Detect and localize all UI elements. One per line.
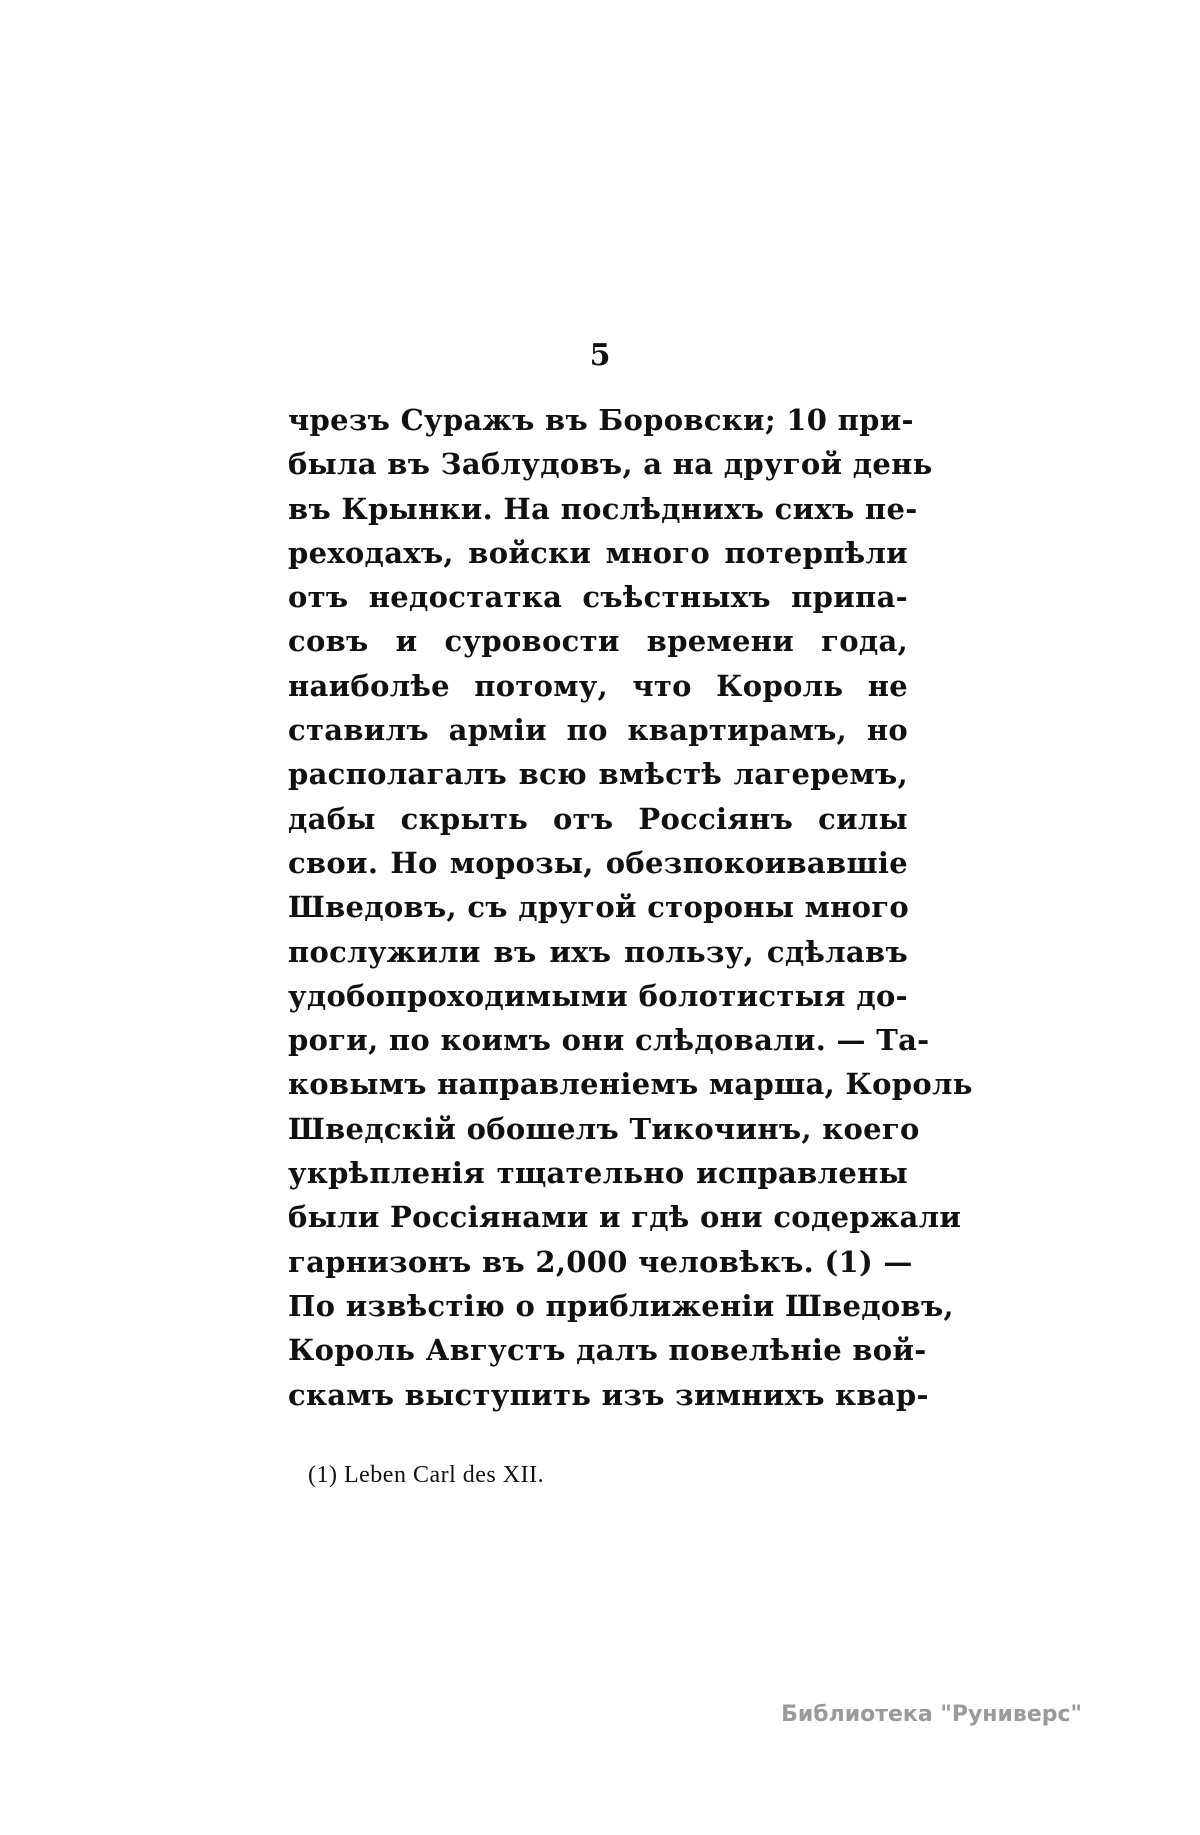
text-line: роги, по коимъ они слѣдовали. — Та- (288, 1023, 930, 1058)
text-line: Шведскій обошелъ Тикочинъ, коего (288, 1111, 920, 1146)
text-line: дабы скрыть отъ Россіянъ силы (288, 801, 908, 836)
footnote: (1) Leben Carl des XII. (308, 1462, 545, 1488)
text-line: располагалъ всю вмѣстѣ лагеремъ, (288, 757, 908, 792)
text-line: была въ Заблудовъ, а на другой день (288, 447, 933, 482)
text-line: По извѣстію о приближеніи Шведовъ, (288, 1288, 954, 1323)
text-line: въ Крынки. На послѣднихъ сихъ пе- (288, 491, 918, 526)
text-line: Шведовъ, съ другой стороны много (288, 890, 909, 925)
library-watermark: Библиотека "Руниверс" (781, 1702, 1082, 1727)
page-number: 5 (589, 338, 611, 373)
text-line: свои. Но морозы, обезпокоивавшіе (288, 845, 908, 880)
text-line: совъ и суровости времени года, (288, 624, 908, 659)
text-line: послужили въ ихъ пользу, сдѣлавъ (288, 934, 908, 969)
text-line: ковымъ направленіемъ марша, Король (288, 1067, 973, 1102)
text-line: укрѣпленія тщательно исправлены (288, 1156, 908, 1191)
text-line: гарнизонъ въ 2,000 человѣкъ. (1) — (288, 1244, 913, 1279)
text-line: были Россіянами и гдѣ они содержали (288, 1200, 962, 1235)
text-line: чрезъ Суражъ въ Боровски; 10 при- (288, 403, 914, 437)
text-line: наиболѣе потому, что Король не (288, 668, 908, 703)
text-line: скамъ выступить изъ зимнихъ квар- (288, 1377, 929, 1412)
text-line: отъ недостатка съѣстныхъ припа- (288, 580, 908, 615)
text-line: удобопроходимыми болотистыя до- (288, 978, 908, 1013)
body-text (288, 398, 973, 1417)
text-line: Король Августъ далъ повелѣніе вой- (288, 1333, 927, 1368)
text-line: реходахъ, войски много потерпѣли (288, 535, 908, 570)
text-line: ставилъ арміи по квартирамъ, но (288, 713, 908, 748)
